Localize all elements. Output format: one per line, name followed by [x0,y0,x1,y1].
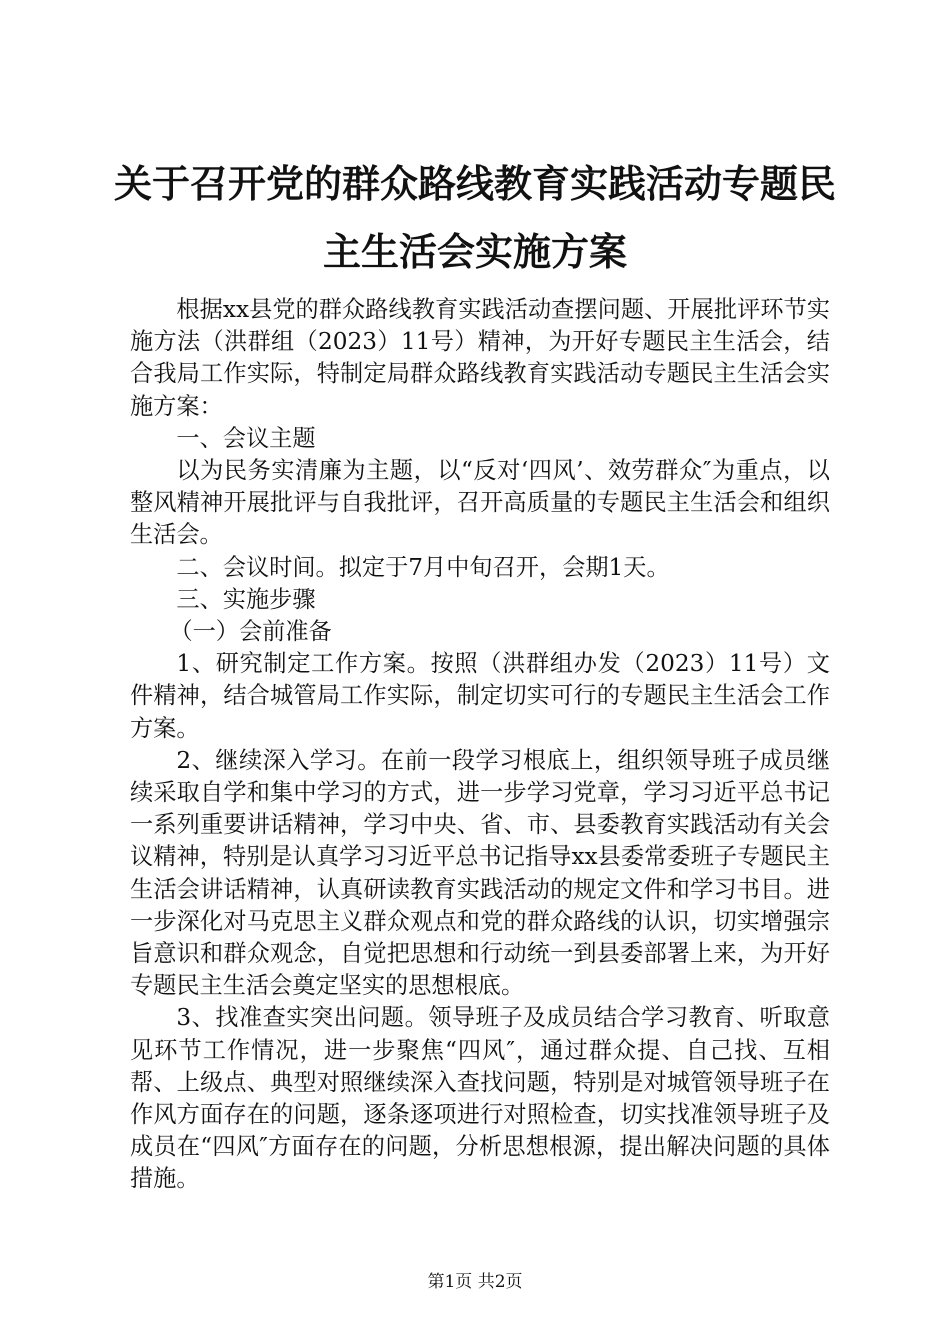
document-title: 关于召开党的群众路线教育实践活动专题民主生活会实施方案 [113,161,836,274]
step-1-paragraph: 1、研究制定工作方案。按照（洪群组办发（2023）11号）文件精神，结合城管局工作实际，制定切实可行的专题民主生活会工作方案。 [130,650,830,742]
page-footer: 第1页 共2页 [427,1272,523,1292]
intro-paragraph: 根据xx县党的群众路线教育实践活动查摆问题、开展批评环节实施方法（洪群组（2023）11号）精神，为开好专题民主生活会，结合我局工作实际，特制定局群众路线教育实践活动专题民主生活会实施方案： [130,296,830,420]
section-heading-implementation-steps: 三、实施步骤 [176,585,316,613]
theme-paragraph: 以为民务实清廉为主题，以“反对‘四风’、效劳群众″为重点，以整风精神开展批评与自我批评，召开高质量的专题民主生活会和组织生活会。 [130,457,830,549]
subsection-heading-preparation: （一）会前准备 [169,618,332,646]
section-heading-meeting-time: 二、会议时间。拟定于7月中旬召开，会期1天。 [176,553,670,581]
step-3-paragraph: 3、找准查实突出问题。领导班子及成员结合学习教育、听取意见环节工作情况，进一步聚焦“四风″，通过群众提、自己找、互相帮、上级点、典型对照继续深入查找问题，特别是对城管领导班子在作风方面存在的问题，逐条逐项进行对照检查，切实找准领导班子及成员在“四风″方面存在的问题，分析思想根源，提出解决问题的具体措施。 [130,1004,830,1193]
step-2-paragraph: 2、继续深入学习。在前一段学习根底上，组织领导班子成员继续采取自学和集中学习的方式，进一步学习党章，学习习近平总书记一系列重要讲话精神，学习中央、省、市、县委教育实践活动有关会议精神，特别是认真学习习近平总书记指导xx县委常委班子专题民主生活会讲话精神，认真研读教育实践活动的规定文件和学习书目。进一步深化对马克思主义群众观点和党的群众路线的认识，切实增强宗旨意识和群众观念，自觉把思想和行动统一到县委部署上来，为开好专题民主生活会奠定坚实的思想根底。 [130,746,830,1000]
document-body [130,294,830,1196]
section-heading-meeting-theme: 一、会议主题 [176,424,316,452]
